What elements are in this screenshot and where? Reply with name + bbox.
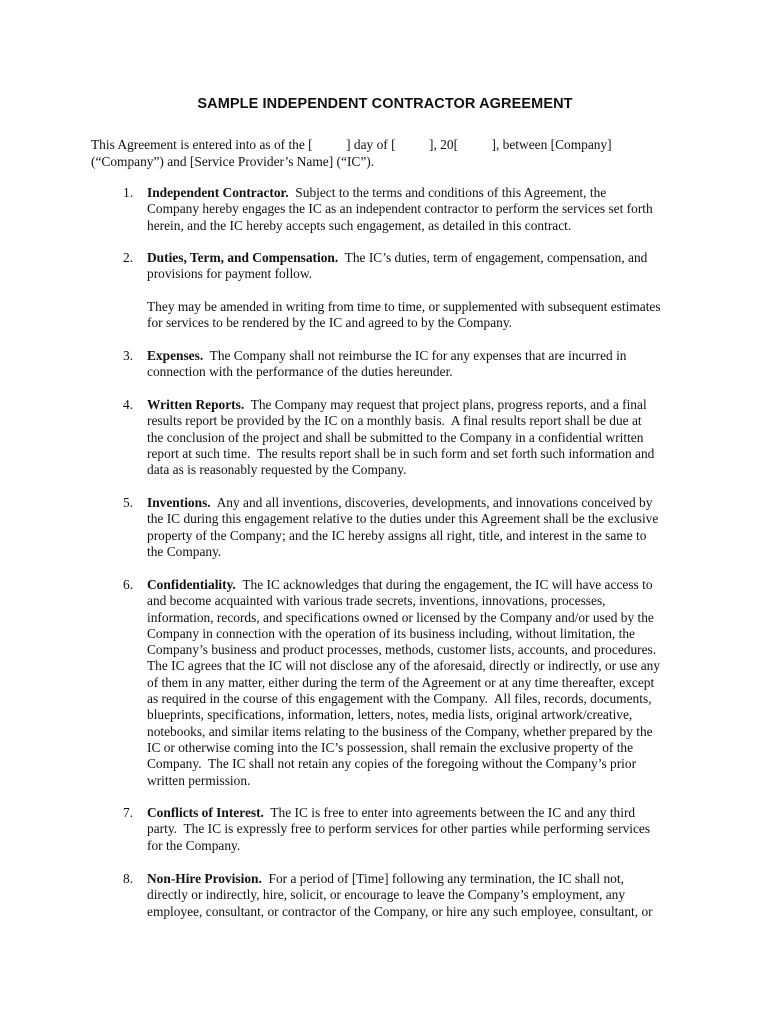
section-text: The IC agrees that the IC will not disclose any of the aforesaid, directly or indirectly, or use any — [147, 658, 661, 674]
section-text: property of the Company; and the IC hereby assigns all right, title, and interest in the same to — [147, 527, 647, 543]
section-number: 7. — [123, 805, 134, 820]
section-heading: Confidentiality. — [147, 577, 236, 592]
section-body — [147, 805, 687, 854]
section-text: Company in connection with the operation of its business including, without limitation, the — [147, 625, 635, 641]
section-text: the IC during this engagement relative to the duties under this Agreement shall be the exclusive — [147, 511, 659, 527]
section-body — [147, 495, 687, 560]
intro-line: This Agreement is entered into as of the [ ] day of [ ], 20[ ], between [Company] — [91, 137, 612, 152]
section-body — [147, 397, 687, 478]
intro-paragraph — [91, 136, 691, 170]
section-text: Company. The IC shall not retain any copies of the foregoing without the Company’s prior — [147, 756, 637, 772]
section-number: 1. — [123, 185, 134, 200]
section-heading: Expenses. — [147, 348, 204, 363]
section-text: directly or indirectly, hire, solicit, or encourage to leave the Company’s employment, any — [147, 887, 626, 903]
section-number: 8. — [123, 871, 134, 886]
intro-line: (“Company”) and [Service Provider’s Name] (“IC”). — [91, 154, 375, 169]
section-text: for the Company. — [147, 837, 241, 853]
section-heading: Written Reports. — [147, 397, 245, 412]
section-body — [147, 348, 687, 381]
section-text: notebooks, and similar items relating to the business of the Company, whether prepared by the — [147, 723, 653, 739]
section-text: The IC is free to enter into agreements between the IC and any third — [263, 805, 636, 820]
section-heading: Non-Hire Provision. — [147, 871, 262, 886]
section-text: employee, consultant, or contractor of the Company, or hire any such employee, consultant, or — [147, 903, 653, 919]
section-text: the Company. — [147, 543, 222, 559]
section-text: information, records, and specifications owned or licensed by the Company and/or used by the — [147, 609, 654, 625]
section-text: Company’s business and product processes, methods, customer lists, accounts, and procedures. — [147, 642, 657, 658]
section-heading: Conflicts of Interest. — [147, 805, 264, 820]
section-text: written permission. — [147, 772, 251, 788]
section-number: 3. — [123, 348, 134, 363]
section-text: blueprints, specifications, information, letters, notes, media lists, original artwork/creative, — [147, 707, 633, 723]
section-text: Subject to the terms and conditions of this Agreement, the — [288, 185, 607, 200]
section-heading: Duties, Term, and Compensation. — [147, 250, 339, 265]
section-text: results report be provided by the IC on a monthly basis. A final results report shall be due at — [147, 413, 642, 429]
section-text: IC or otherwise coming into the IC’s possession, shall remain the exclusive property of the — [147, 739, 634, 755]
section-text: The IC acknowledges that during the engagement, the IC will have access to — [235, 577, 653, 592]
section-body — [147, 185, 687, 234]
section-number: 4. — [123, 397, 134, 412]
section-number: 6. — [123, 577, 134, 592]
section-text: The Company shall not reimburse the IC for any expenses that are incurred in — [203, 348, 627, 363]
section-body — [147, 577, 687, 789]
section-text: for services to be rendered by the IC and agreed to by the Company. — [147, 315, 513, 331]
section-heading: Independent Contractor. — [147, 185, 289, 200]
section-body — [147, 871, 687, 920]
section-text: as required in the course of this engagement with the Company. All files, records, documents, — [147, 691, 652, 707]
section-text: and become acquainted with various trade secrets, inventions, innovations, processes, — [147, 593, 606, 609]
section-text: party. The IC is expressly free to perform services for other parties while performing services — [147, 821, 651, 837]
section-text: the conclusion of the project and shall be submitted to the Company in a confidential written — [147, 429, 644, 445]
section-text: The IC’s duties, term of engagement, compensation, and — [338, 250, 648, 265]
section-text: herein, and the IC hereby accepts such engagement, as detailed in this contract. — [147, 217, 572, 233]
section-text: The Company may request that project plans, progress reports, and a final — [244, 397, 647, 412]
section-text: data as is reasonably requested by the Company. — [147, 462, 407, 478]
section-heading: Inventions. — [147, 495, 211, 510]
section-text: provisions for payment follow. — [147, 266, 313, 282]
section-text: connection with the performance of the duties hereunder. — [147, 364, 453, 380]
document-title: SAMPLE INDEPENDENT CONTRACTOR AGREEMENT — [197, 96, 573, 112]
section-text: report at such time. The results report shall be in such form and set forth such information and — [147, 445, 655, 461]
section-body — [147, 250, 687, 283]
section-paragraph — [147, 299, 687, 332]
section-text: They may be amended in writing from time to time, or supplemented with subsequent estimates — [147, 299, 661, 314]
section-number: 5. — [123, 495, 134, 510]
section-text: of them in any matter, either during the term of the Agreement or at any time thereafter, except — [147, 674, 655, 690]
section-number: 2. — [123, 250, 134, 265]
section-text: Any and all inventions, discoveries, developments, and innovations conceived by — [210, 495, 653, 510]
section-text: For a period of [Time] following any termination, the IC shall not, — [261, 871, 624, 886]
section-text: Company hereby engages the IC as an independent contractor to perform the services set forth — [147, 201, 653, 217]
